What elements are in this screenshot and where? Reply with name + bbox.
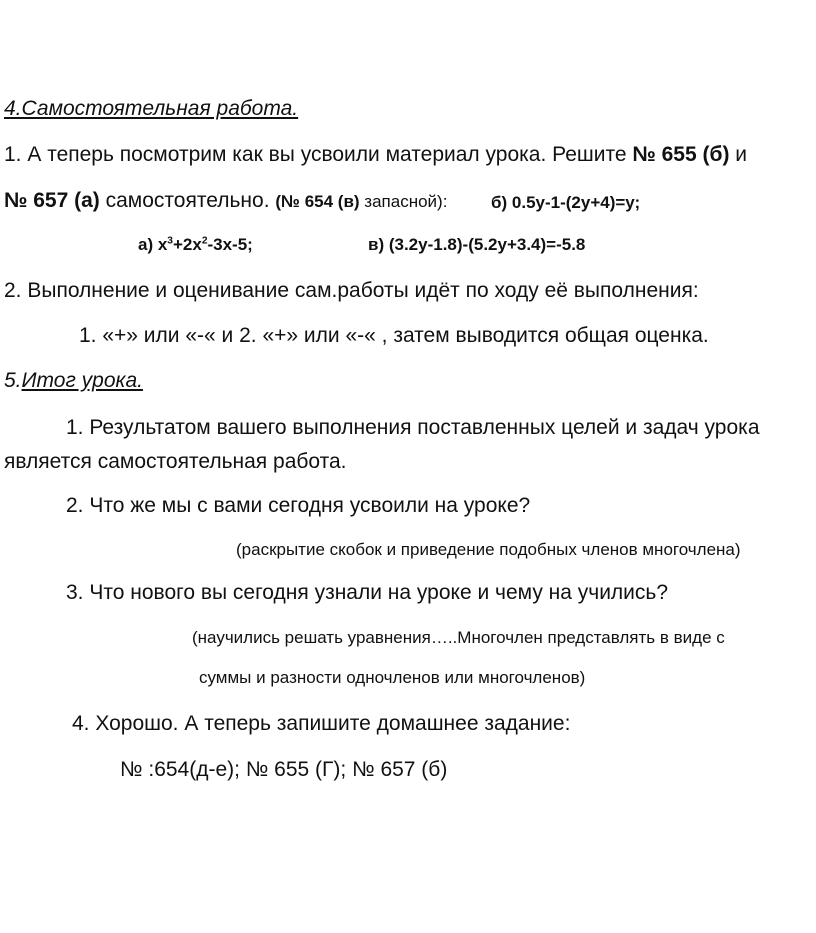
item-1-line-1: 1. Результатом вашего выполнения поставленных целей и задач урока xyxy=(66,416,760,439)
section-5-heading xyxy=(4,368,143,394)
section-5-number: 5. xyxy=(4,369,22,392)
equation-a-middle: +2х xyxy=(172,235,202,254)
item-3-answer-line-1: (научились решать уравнения…..Многочлен представлять в виде с xyxy=(192,628,725,647)
task-number-657: № 657 (а) xyxy=(4,189,100,212)
exponent-3: 3 xyxy=(167,235,173,247)
homework-assignment: № :654(д-е); № 655 (Г); № 657 (б) xyxy=(120,758,448,781)
task-2: 2. Выполнение и оценивание сам.работы идёт по ходу её выполнения: xyxy=(4,279,699,302)
equation-a-suffix: -3х-5; xyxy=(207,235,253,254)
conjunction-and: и xyxy=(729,143,748,166)
equation-b: б) 0.5у-1-(2у+4)=у; xyxy=(491,193,641,212)
self-work-text: самостоятельно. xyxy=(99,189,276,212)
item-4-text: 4. Хорошо. А теперь запишите домашнее задание: xyxy=(72,712,571,735)
task-1-line-1 xyxy=(4,142,747,168)
exponent-2: 2 xyxy=(201,235,208,247)
reserve-label: запасной): xyxy=(359,192,448,211)
item-2-answer: (раскрытие скобок и приведение подобных членов многочлена) xyxy=(236,540,741,559)
task-number-655: № 655 (б) xyxy=(632,143,730,166)
section-5-title: Итог урока. xyxy=(21,369,143,392)
task-1-text: 1. А теперь посмотрим как вы усвоили материал урока. Решите xyxy=(4,143,633,166)
item-3-answer-line-2: суммы и разности одночленов или многочленов) xyxy=(199,668,586,687)
task-1-line-2 xyxy=(4,188,447,215)
equation-a-prefix: а) х xyxy=(138,235,168,254)
equation-v: в) (3.2у-1.8)-(5.2у+3.4)=-5.8 xyxy=(368,235,586,254)
item-2-question: 2. Что же мы с вами сегодня усвоили на уроке? xyxy=(66,494,531,517)
reserve-task-number: (№ 654 (в) xyxy=(275,192,360,211)
item-3-question: 3. Что нового вы сегодня узнали на уроке и чему на учились? xyxy=(66,581,669,604)
section-4-heading: 4.Самостоятельная работа. xyxy=(4,97,299,120)
equation-a xyxy=(138,232,253,258)
task-2-detail: 1. «+» или «-« и 2. «+» или «-« , затем выводится общая оценка. xyxy=(79,324,709,347)
item-1-line-2: является самостоятельная работа. xyxy=(4,450,347,473)
